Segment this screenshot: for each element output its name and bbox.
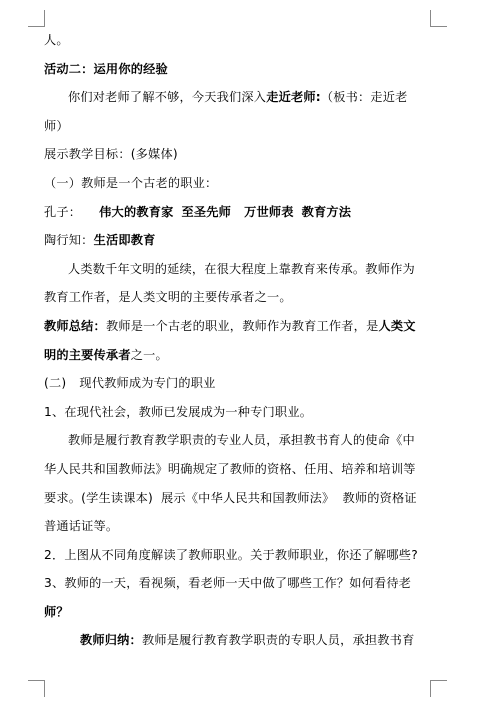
text-run: 1、在现代社会，教师已发展成为一种专门职业。 (44, 404, 313, 419)
bold-text-run: 教师归纳： (80, 633, 142, 648)
text-run: 华人民共和国教师法》明确规定了教师的资格、任用、培养和培训等 (44, 461, 416, 476)
bold-text-run: 师？ (44, 604, 69, 619)
text-run: 2．上图从不同角度解读了教师职业。关于教师职业，你还了解哪些? (44, 547, 418, 562)
paragraph-line (44, 140, 436, 169)
text-run: 孔子： (44, 204, 82, 219)
text-run: 教师是履行教育教学职责的专职人员，承担教书育 (141, 633, 415, 648)
subsection-heading (44, 169, 436, 198)
text-run: 现代教师成为专门的职业 (79, 376, 216, 391)
subsection-heading (44, 369, 436, 398)
paragraph-line (44, 569, 436, 598)
crop-mark-bottom-right (430, 680, 447, 697)
text-run: (二) (44, 376, 67, 391)
text-run: 普通话证等。 (44, 519, 119, 534)
bold-text-run: 教师总结： (44, 318, 106, 333)
text-run: 教师的资格证 (342, 490, 417, 505)
text-run: （一）教师是一个古老的职业： (44, 175, 218, 190)
text-run: 教师是一个古老的职业，教师作为教育工作者，是 (105, 318, 379, 333)
paragraph-line (44, 341, 436, 370)
crop-mark-top-right (430, 10, 447, 27)
crop-mark-bottom-left (28, 680, 45, 697)
bold-text-run: 伟大的教育家 (99, 204, 174, 219)
text-run: 之一。 (130, 347, 168, 362)
text-run: 展示《中华人民共和国教师法》 (161, 490, 335, 505)
paragraph-line (44, 541, 436, 570)
text-run: 师） (44, 118, 69, 133)
bold-text-run: 明的主要传承者 (44, 347, 131, 362)
text-run: 3、教师的一天，看视频，看老师一天中做了哪些工作？如何看待老 (44, 576, 412, 591)
document-body (44, 26, 436, 655)
paragraph-line (44, 512, 436, 541)
paragraph-line (44, 255, 436, 284)
paragraph-line (44, 26, 436, 55)
bold-text-run: 至圣先师 (181, 204, 232, 219)
paragraph-line (44, 198, 436, 227)
paragraph-line (44, 484, 436, 513)
bold-text-run: 走近老师: (266, 90, 321, 105)
bold-text-run: 人类文 (378, 318, 416, 333)
text-run: （板书：走近老 (320, 90, 408, 105)
paragraph-line (44, 283, 436, 312)
text-run: 要求。(学生读课本) (44, 490, 154, 505)
paragraph-line (44, 426, 436, 455)
text-run: 人。 (44, 33, 69, 47)
paragraph-line (44, 626, 436, 655)
text-run: 展示教学目标：(多媒体) (44, 147, 178, 162)
text-run: 教师是履行教育教学职责的专业人员，承担教书育人的使命《中 (68, 433, 415, 448)
text-run: 人类数千年文明的延续，在很大程度上靠教育来传承。教师作为 (68, 261, 415, 276)
paragraph-line (44, 112, 436, 141)
text-run: 你们对老师了解不够，今天我们深入 (68, 90, 267, 105)
paragraph-line (44, 598, 436, 627)
section-heading (44, 55, 436, 84)
paragraph-line (44, 83, 436, 112)
paragraph-line (44, 455, 436, 484)
bold-text-run: 生活即教育 (93, 233, 156, 248)
bold-text-run: 教育方法 (301, 204, 352, 219)
paragraph-line (44, 312, 436, 341)
text-run: 教育工作者，是人类文明的主要传承者之一。 (44, 290, 292, 305)
crop-mark-top-left (28, 10, 45, 27)
paragraph-line (44, 398, 436, 427)
bold-text-run: 万世师表 (244, 204, 294, 219)
text-run: 活动二：运用你的经验 (44, 61, 168, 76)
text-run: 陶行知： (44, 233, 94, 248)
paragraph-line (44, 226, 436, 255)
